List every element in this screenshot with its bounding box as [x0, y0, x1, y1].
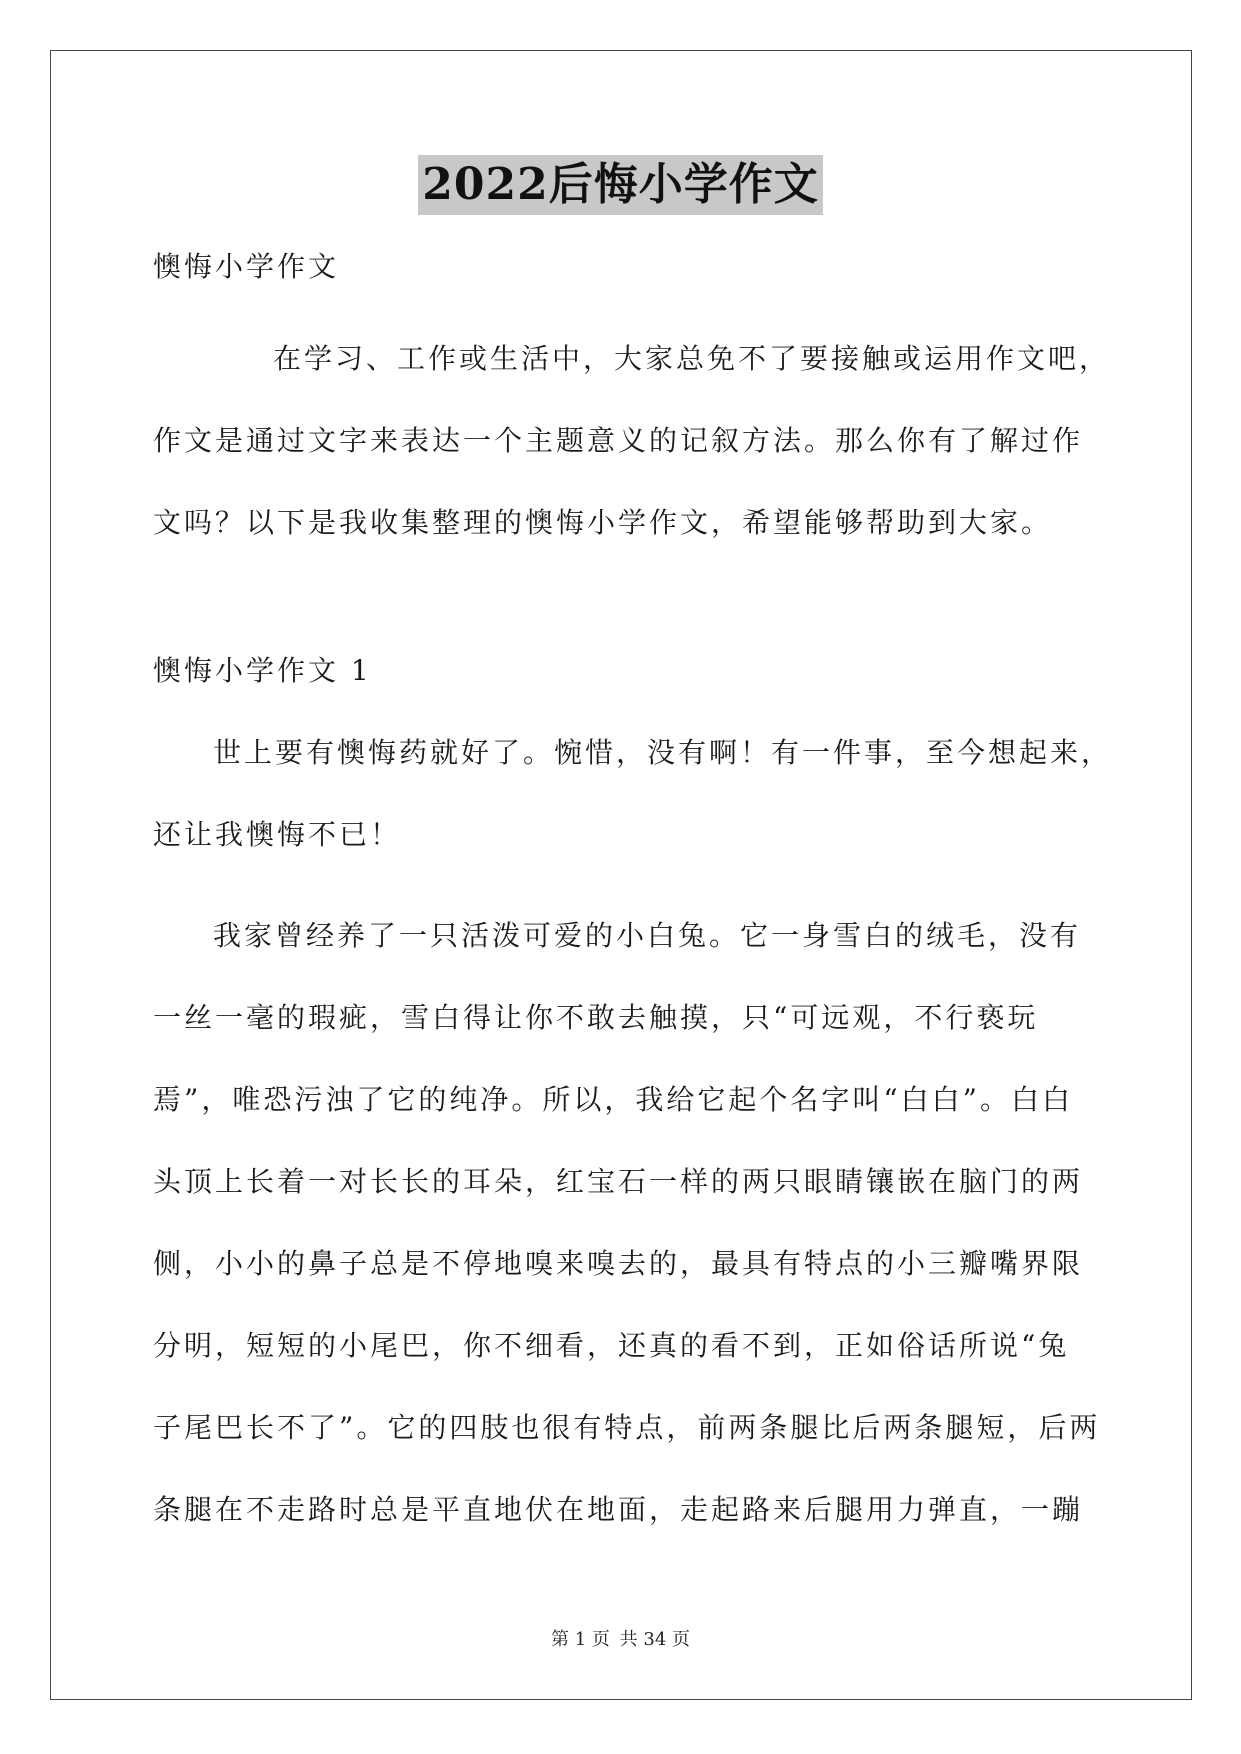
page-total: 共 34 页 [619, 1629, 690, 1650]
body-paragraph [153, 712, 1113, 876]
paragraph-line: 在学习、工作或生活中，大家总免不了要接触或运用作文吧， [273, 342, 1111, 375]
paragraph-line: 分明，短短的小尾巴，你不细看，还真的看不到，正如俗话所说“兔 [153, 1329, 1070, 1362]
paragraph-line: 侧，小小的鼻子总是不停地嗅来嗅去的，最具有特点的小三瓣嘴界限 [153, 1247, 1084, 1280]
page-number: 第 1 页 [551, 1629, 610, 1650]
paragraph-line: 条腿在不走路时总是平直地伏在地面，走起路来后腿用力弹直，一蹦 [153, 1493, 1084, 1526]
section-heading [153, 226, 1088, 308]
paragraph-line: 文吗？以下是我收集整理的懊悔小学作文，希望能够帮助到大家。 [153, 506, 1053, 539]
paragraph-line: 作文是通过文字来表达一个主题意义的记叙方法。那么你有了解过作 [153, 424, 1084, 457]
body-paragraph [153, 895, 1101, 1551]
document-title: 2022后悔小学作文 [418, 155, 822, 215]
paragraph-line: 世上要有懊悔药就好了。惋惜，没有啊！有一件事，至今想起来， [213, 736, 1113, 769]
paragraph-line: 焉”，唯恐污浊了它的纯净。所以，我给它起个名字叫“白白”。白白 [153, 1083, 1073, 1116]
page-footer [0, 1625, 1241, 1651]
paragraph-line: 我家曾经养了一只活泼可爱的小白兔。它一身雪白的绒毛，没有 [213, 919, 1082, 952]
intro-paragraph [153, 318, 1111, 564]
paragraph-line: 子尾巴长不了”。它的四肢也很有特点，前两条腿比后两条腿短，后两 [153, 1411, 1101, 1444]
paragraph-line: 还让我懊悔不已！ [153, 818, 402, 851]
heading-text: 懊悔小学作文 [153, 250, 340, 283]
paragraph-line: 头顶上长着一对长长的耳朵，红宝石一样的两只眼睛镶嵌在脑门的两 [153, 1165, 1084, 1198]
section-heading [153, 630, 1088, 712]
paragraph-line: 一丝一毫的瑕疵，雪白得让你不敢去触摸，只“可远观，不行亵玩 [153, 1001, 1039, 1034]
title-container [0, 155, 1241, 215]
heading-text: 懊悔小学作文 1 [153, 654, 372, 687]
